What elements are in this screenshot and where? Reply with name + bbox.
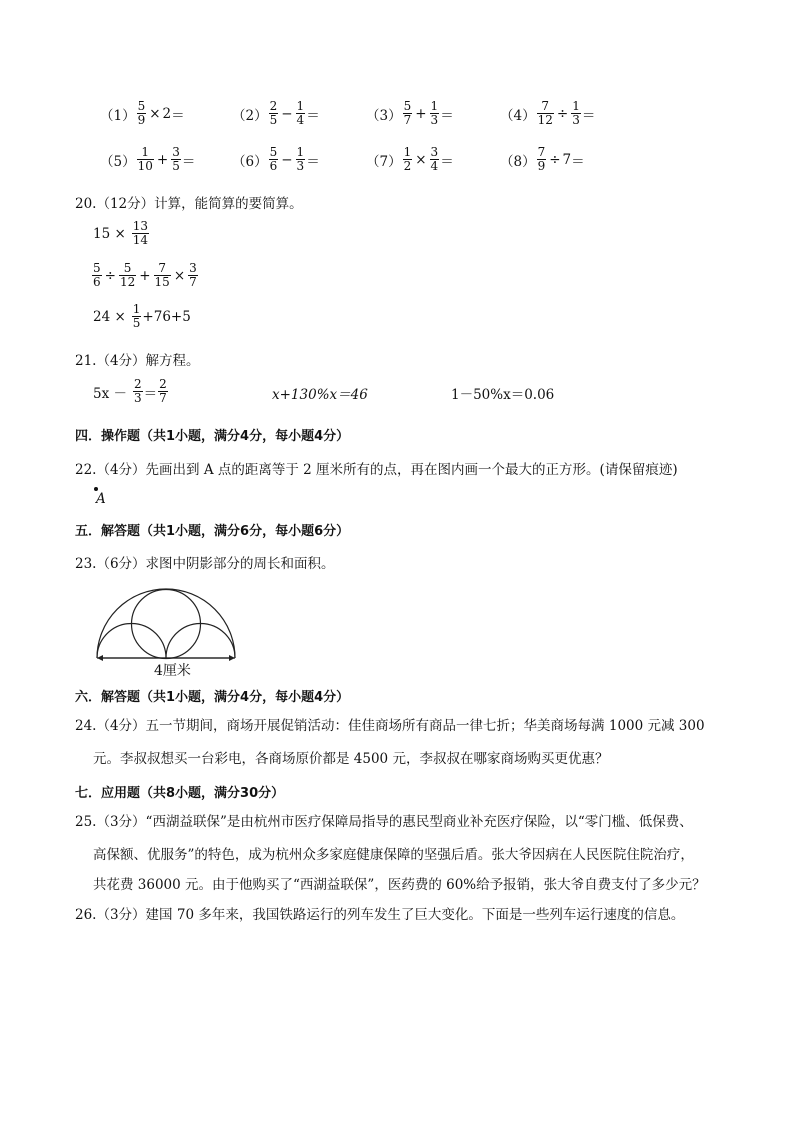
section-6-heading: 六．解答题（共1小题，满分4分，每小题4分）	[75, 690, 350, 705]
section-4-heading: 四．操作题（共1小题，满分4分，每小题4分）	[75, 429, 350, 444]
q21-equation-2: x+130%x＝46	[272, 387, 368, 403]
q22-text: 22.（4分）先画出到 A 点的距离等于 2 厘米所有的点，再在图内画一个最大的正方形。(请保留痕迹)	[75, 462, 678, 478]
calc-item-8: （8） $\frac{7}{9}$ ÷ 7 ＝	[500, 145, 585, 173]
arrow-right-icon	[229, 655, 235, 661]
q26-text: 26.（3分）建国 70 多年来，我国铁路运行的列车发生了巨大变化。下面是一些列车运行速度的信息。	[75, 907, 685, 923]
q23-text: 23.（6分）求图中阴影部分的周长和面积。	[75, 556, 335, 572]
q25-line-3: 共花费 36000 元。由于他购买了“西湖益联保”，医药费的 60%给予报销，张大爷自费支付了多少元？	[93, 877, 706, 893]
q24-line-2: 元。李叔叔想买一台彩电，各商场原价都是 4500 元，李叔叔在哪家商场购买更优惠？	[93, 751, 609, 767]
section-5-heading: 五．解答题（共1小题，满分6分，每小题6分）	[75, 524, 350, 539]
calc-item-6: （6） $\frac{5}{6}$ − $\frac{1}{3}$ ＝	[232, 145, 320, 173]
calc-item-4: （4） $\frac{7}{12}$ ÷ $\frac{1}{3}$ ＝	[500, 99, 596, 127]
q21-title: 21.（4分）解方程。	[75, 353, 200, 369]
q20-expr-2: $\frac{5}{6}$ ÷ $\frac{5}{12}$ + $\frac{7}{15}$ × $\frac{3}{7}$	[93, 261, 197, 289]
arrow-left-icon	[97, 655, 103, 661]
q21-equation-3: 1－50%x＝0.06	[451, 387, 555, 403]
calc-item-5: （5） $\frac{1}{10}$ + $\frac{3}{5}$ ＝	[100, 145, 196, 173]
calc-item-3: （3） $\frac{5}{7}$ + $\frac{1}{3}$ ＝	[366, 99, 454, 127]
q20-title: 20.（12分）计算，能简算的要简算。	[75, 196, 303, 212]
calc-item-2: （2） $\frac{2}{5}$ − $\frac{1}{4}$ ＝	[232, 99, 320, 127]
q25-line-2: 高保额、优服务”的特色，成为杭州众多家庭健康保障的坚强后盾。张大爷因病在人民医院住院治疗，	[93, 847, 694, 863]
point-a-label: A	[96, 491, 106, 507]
fraction: $\frac{5}{9}$	[137, 99, 146, 127]
outer-semicircle-arc	[97, 589, 235, 658]
section-7-heading: 七．应用题（共8小题，满分30分）	[75, 786, 285, 801]
calc-item-1: （1） $\frac{5}{9}$ × 2 ＝	[100, 99, 185, 127]
figure-dimension-label: 4厘米	[154, 663, 191, 679]
q20-expr-1: 15 × $\frac{13}{14}$	[93, 219, 149, 247]
q20-expr-3: 24 × $\frac{1}{5}$ +76+5	[93, 302, 191, 330]
middle-circle	[132, 590, 201, 659]
q25-line-1: 25.（3分）“西湖益联保”是由杭州市医疗保障局指导的惠民型商业补充医疗保险，以“零门槛、低保费、	[75, 814, 693, 830]
q24-line-1: 24.（4分）五一节期间，商场开展促销活动：佳佳商场所有商品一律七折；华美商场每满 1000 元减 300	[75, 718, 705, 734]
q21-equation-1: 5x － $\frac{2}{3}$ ＝ $\frac{2}{7}$	[93, 377, 167, 405]
calc-item-7: （7） $\frac{1}{2}$ × $\frac{3}{4}$ ＝	[366, 145, 454, 173]
